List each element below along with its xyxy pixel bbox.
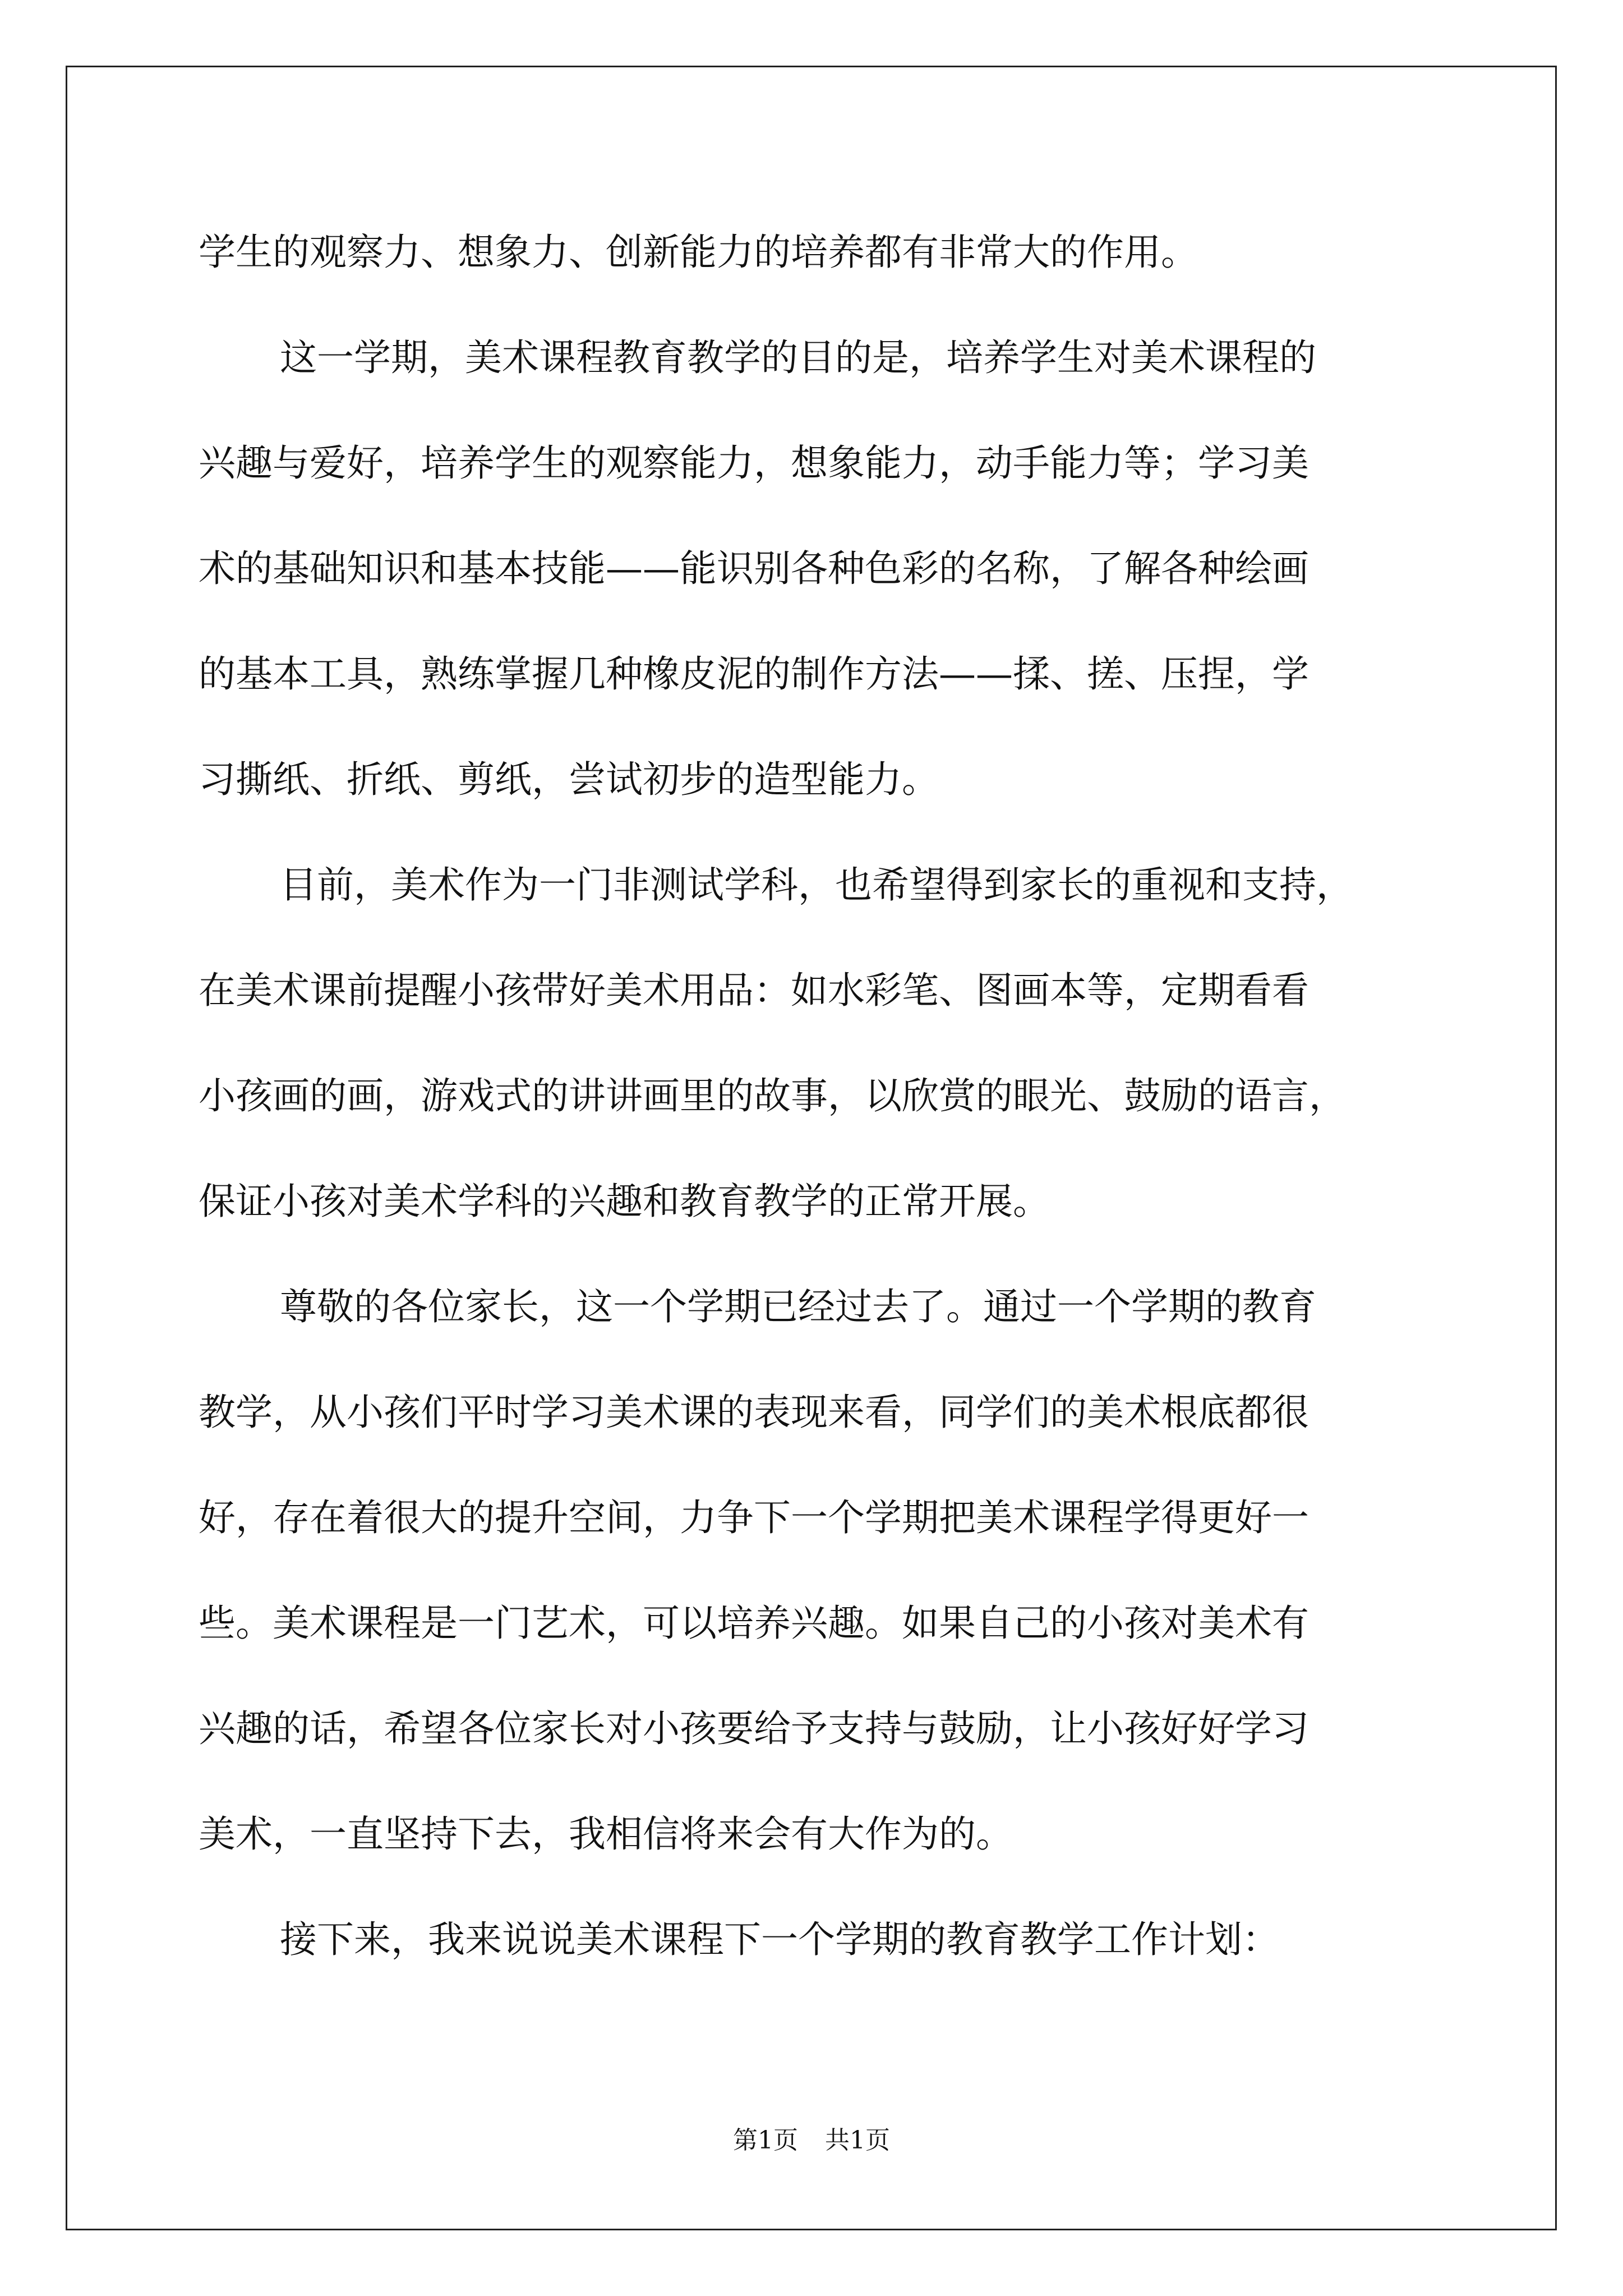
text-line: 美术，一直坚持下去，我相信将来会有大作为的。 [199, 1812, 1013, 1856]
text-line: 习撕纸、折纸、剪纸，尝试初步的造型能力。 [199, 758, 939, 801]
text-line: 些。美术课程是一门艺术，可以培养兴趣。如果自己的小孩对美术有 [199, 1602, 1309, 1645]
text-line: 尊敬的各位家长，这一个学期已经过去了。通过一个学期的教育 [280, 1285, 1316, 1328]
text-line: 接下来，我来说说美术课程下一个学期的教育教学工作计划： [280, 1918, 1279, 1961]
text-line: 保证小孩对美术学科的兴趣和教育教学的正常开展。 [199, 1180, 1050, 1223]
text-line: 的基本工具，熟练掌握几种橡皮泥的制作方法——揉、搓、压捏，学 [199, 652, 1309, 696]
text-line: 术的基础知识和基本技能——能识别各种色彩的名称，了解各种绘画 [199, 547, 1309, 590]
page-number: 第1页 [733, 2126, 798, 2155]
text-line: 小孩画的画，游戏式的讲讲画里的故事，以欣赏的眼光、鼓励的语言， [199, 1074, 1346, 1117]
text-line: 兴趣的话，希望各位家长对小孩要给予支持与鼓励，让小孩好好学习 [199, 1707, 1309, 1750]
text-line: 好，存在着很大的提升空间，力争下一个学期把美术课程学得更好一 [199, 1496, 1309, 1539]
text-line: 学生的观察力、想象力、创新能力的培养都有非常大的作用。 [199, 231, 1198, 274]
document-body [199, 200, 1424, 1993]
text-line: 兴趣与爱好，培养学生的观察能力，想象能力，动手能力等；学习美 [199, 441, 1309, 485]
text-line: 目前，美术作为一门非测试学科，也希望得到家长的重视和支持， [280, 863, 1353, 907]
page-total: 共1页 [825, 2126, 890, 2155]
page-footer [0, 2124, 1623, 2157]
text-line: 这一学期，美术课程教育教学的目的是，培养学生对美术课程的 [280, 336, 1316, 379]
text-line: 在美术课前提醒小孩带好美术用品：如水彩笔、图画本等，定期看看 [199, 969, 1309, 1012]
text-line: 教学，从小孩们平时学习美术课的表现来看，同学们的美术根底都很 [199, 1391, 1309, 1434]
